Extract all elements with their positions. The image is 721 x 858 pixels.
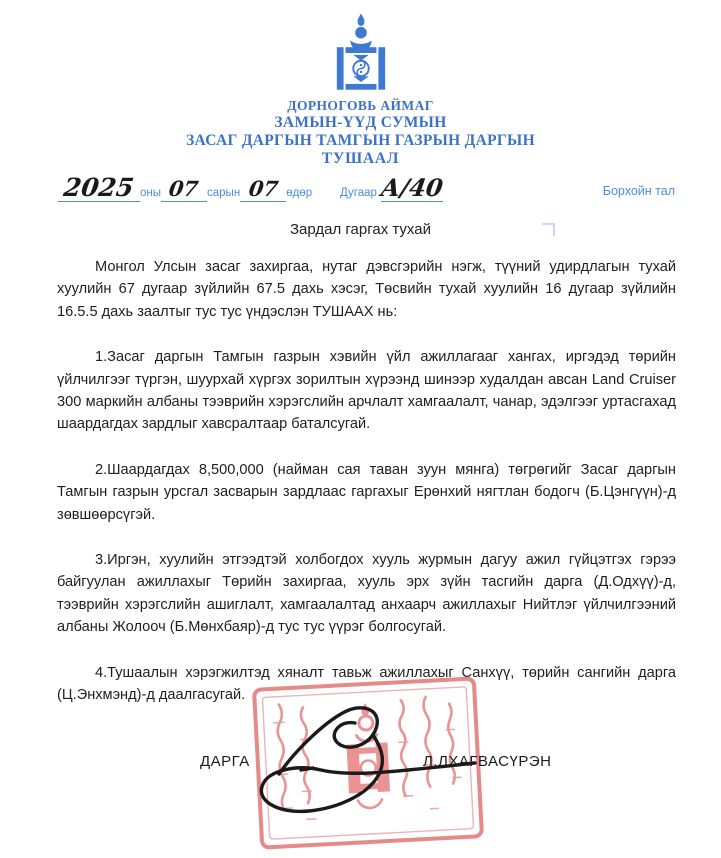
header-doc-type: ТУШААЛ	[321, 150, 400, 168]
date-number-line	[0, 168, 721, 208]
decree-preamble: Монгол Улсын засаг захиргаа, нутаг дэвсгэрийн нэгж, түүний удирдлагын тухай хуулийн 67 дугаар зүйлийн 67.5 дахь хэсэг, Төсвийн тухай хуулийн 16 дугаар зүйлийн 16.5.5 дахь заалтыг тус тус үндэслэн ТУШААХ нь:	[57, 259, 676, 320]
decree-body	[57, 256, 676, 730]
document-header	[0, 12, 721, 169]
decree-item-4: 4.Тушаалын хэрэгжилтэд хяналт тавьж ажиллахыг Санхүү, төрийн сангийн дарга (Ц.Энхмэнд)-д даалгасугай.	[57, 664, 676, 704]
header-sum: ЗАМЫН-ҮҮД СУМЫН	[274, 113, 447, 131]
signer-name: Л.ЛХАГВАСҮРЭН	[423, 753, 552, 770]
location-label: Борхойн тал	[602, 184, 675, 198]
handwritten-month: 07	[167, 176, 201, 201]
year-label: оны	[140, 187, 162, 199]
soyombo-emblem-icon	[332, 12, 390, 94]
decree-item-3: 3.Иргэн, хуулийн этгээдтэй холбогдох хууль журмын дагуу ажил гүйцэтгэх гэрээ байгуулан ажиллахыг Төрийн захиргаа, хууль эрх зүйн тасгийн дарга (Д.Одхүү)-д, тээврийн хэрэгслийн ашиглалт, хамгаалалтад анхаарч ажиллахыг Нийтлэг үйлчилгээний албаны Жолооч (Б.Мөнхбаяр)-д тус тус үүрэг болгосугай.	[57, 552, 676, 636]
signer-position-label: ДАРГА	[200, 753, 250, 770]
document-title: Зардал гаргах тухай	[290, 221, 431, 238]
date-fields	[58, 175, 312, 202]
handwritten-number: А/40	[379, 173, 446, 202]
handwritten-day: 07	[246, 176, 280, 201]
header-office: ЗАСАГ ДАРГЫН ТАМГЫН ГАЗРЫН ДАРГЫН	[186, 132, 535, 150]
decree-number-field	[340, 173, 446, 202]
day-label: өдөр	[286, 187, 313, 199]
header-aimag: ДОРНОГОВЬ АЙМАГ	[287, 98, 434, 113]
textbox-corner-mark	[542, 223, 555, 236]
number-label: Дугаар	[340, 187, 377, 199]
decree-item-2: 2.Шаардагдах 8,500,000 (найман сая таван зуун мянга) төгрөгийг Засаг даргын Тамгын газрын урсгал засварын зардлаас гаргахыг Ерөнхий нягтлан бодогч (Б.Цэнгүүн)-д зөвшөөрсүгэй.	[57, 461, 676, 523]
handwritten-year: 2025	[62, 173, 136, 202]
month-label: сарын	[207, 187, 241, 199]
decree-item-1: 1.Засаг даргын Тамгын газрын хэвийн үйл ажиллагааг хангах, иргэдэд төрийн үйлчилгээг түргэн, шуурхай хүргэх зорилтын хүрээнд шинээр худалдан авсан Land Cruiser 300 маркийн албаны тээврийн хэрэгслийн арчлалт хамгаалалт, чанар, эдэлгээг уртасгахад шаардагдах зардлыг хавсралтаар баталсугай.	[57, 349, 676, 433]
